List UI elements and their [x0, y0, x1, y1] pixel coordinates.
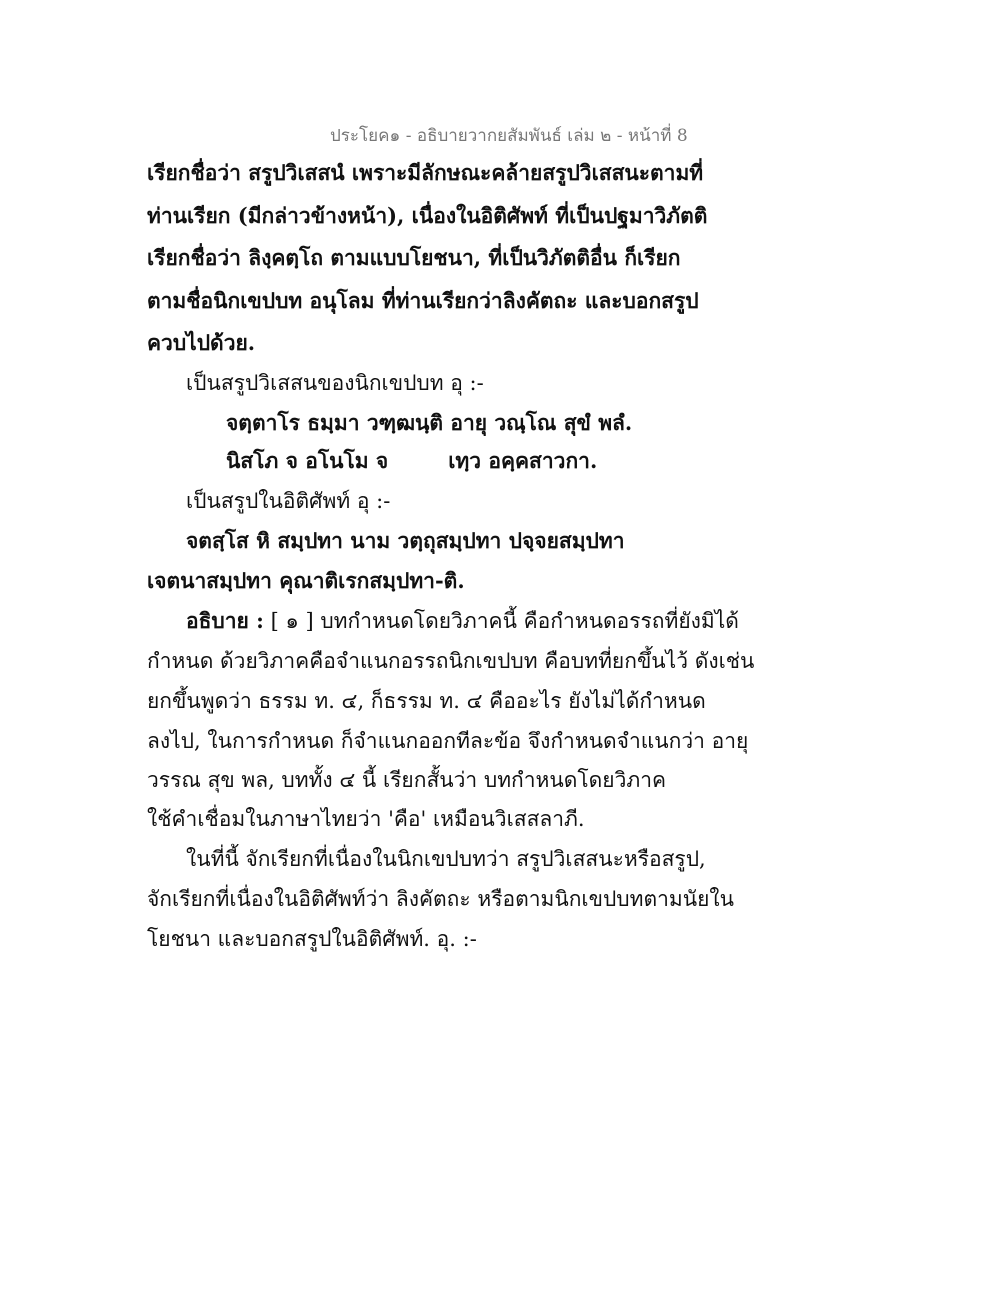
text-line-5: ควบไปด้วย.	[147, 330, 256, 355]
text-line-14: วรรณ สุข พล, บททั้ง ๔ นี้ เรียกสั้นว่า บทกำหนดโดยวิภาค	[147, 768, 667, 792]
text-line-18: โยชนา และบอกสรูปในอิติศัพท์. อุ. :-	[147, 927, 477, 951]
explanation-label: อธิบาย :	[186, 608, 264, 633]
text-line-12: ยกขึ้นพูดว่า ธรรม ท. ๔, ก็ธรรม ท. ๔ คืออะไร ยังไม่ได้กำหนด	[147, 689, 706, 713]
text-line-9: เจตนาสมฺปทา คุณาติเรกสมฺปทา-ติ.	[147, 568, 465, 593]
verse-line-2	[226, 446, 816, 476]
text-line-15: ใช้คำเชื่อมในภาษาไทยว่า 'คือ' เหมือนวิเสสลาภี.	[147, 807, 585, 831]
text-line-1: เรียกชื่อว่า สรูปวิเสสนํ เพราะมีลักษณะคล้ายสรูปวิเสสนะตามที่	[147, 160, 704, 185]
text-line-3: เรียกชื่อว่า ลิงฺคตฺโถ ตามแบบโยชนา, ที่เป็นวิภัตติอื่น ก็เรียก	[147, 245, 681, 270]
verse-line-1: จตฺตาโร ธมฺมา วฑฺฒนฺติ อายุ วณฺโณ สุขํ พลํ.	[226, 410, 633, 435]
explanation-text: [ ๑ ] บทกำหนดโดยวิภาคนี้ คือกำหนดอรรถที่ยังมิได้	[270, 609, 739, 633]
text-line-11: กำหนด ด้วยวิภาคคือจำแนกอรรถนิกเขปบท คือบทที่ยกขึ้นไว้ ดังเช่น	[147, 649, 755, 673]
verse-line-2-right: เทฺว อคฺคสาวกา.	[448, 448, 598, 473]
text-line-17: จักเรียกที่เนื่องในอิติศัพท์ว่า ลิงคัตถะ หรือตามนิกเขปบทตามนัยใน	[147, 887, 735, 911]
verse-line-2-left: นิสโภ จ อโนโม จ	[226, 448, 389, 473]
text-line-4: ตามชื่อนิกเขปบท อนุโลม ที่ท่านเรียกว่าลิงคัตถะ และบอกสรูป	[147, 288, 699, 313]
text-line-13: ลงไป, ในการกำหนด ก็จำแนกออกทีละข้อ จึงกำหนดจำแนกว่า อายุ	[147, 729, 749, 753]
text-line-2: ท่านเรียก (มีกล่าวข้างหน้า), เนื่องในอิติศัพท์ ที่เป็นปฐมาวิภัตติ	[147, 203, 708, 228]
text-line-8: จตสฺโส หิ สมฺปทา นาม วตฺถุสมฺปทา ปจฺจยสมฺปทา	[186, 528, 625, 553]
text-line-16: ในที่นี้ จักเรียกที่เนื่องในนิกเขปบทว่า สรูปวิเสสนะหรือสรูป,	[186, 847, 706, 871]
page-header: ประโยค๑ - อธิบายวากยสัมพันธ์ เล่ม ๒ - หน้าที่ 8	[330, 126, 688, 146]
text-line-6: เป็นสรูปวิเสสนของนิกเขปบท อุ :-	[186, 371, 484, 395]
text-line-7: เป็นสรูปในอิติศัพท์ อุ :-	[186, 489, 391, 513]
text-line-10	[186, 606, 776, 636]
